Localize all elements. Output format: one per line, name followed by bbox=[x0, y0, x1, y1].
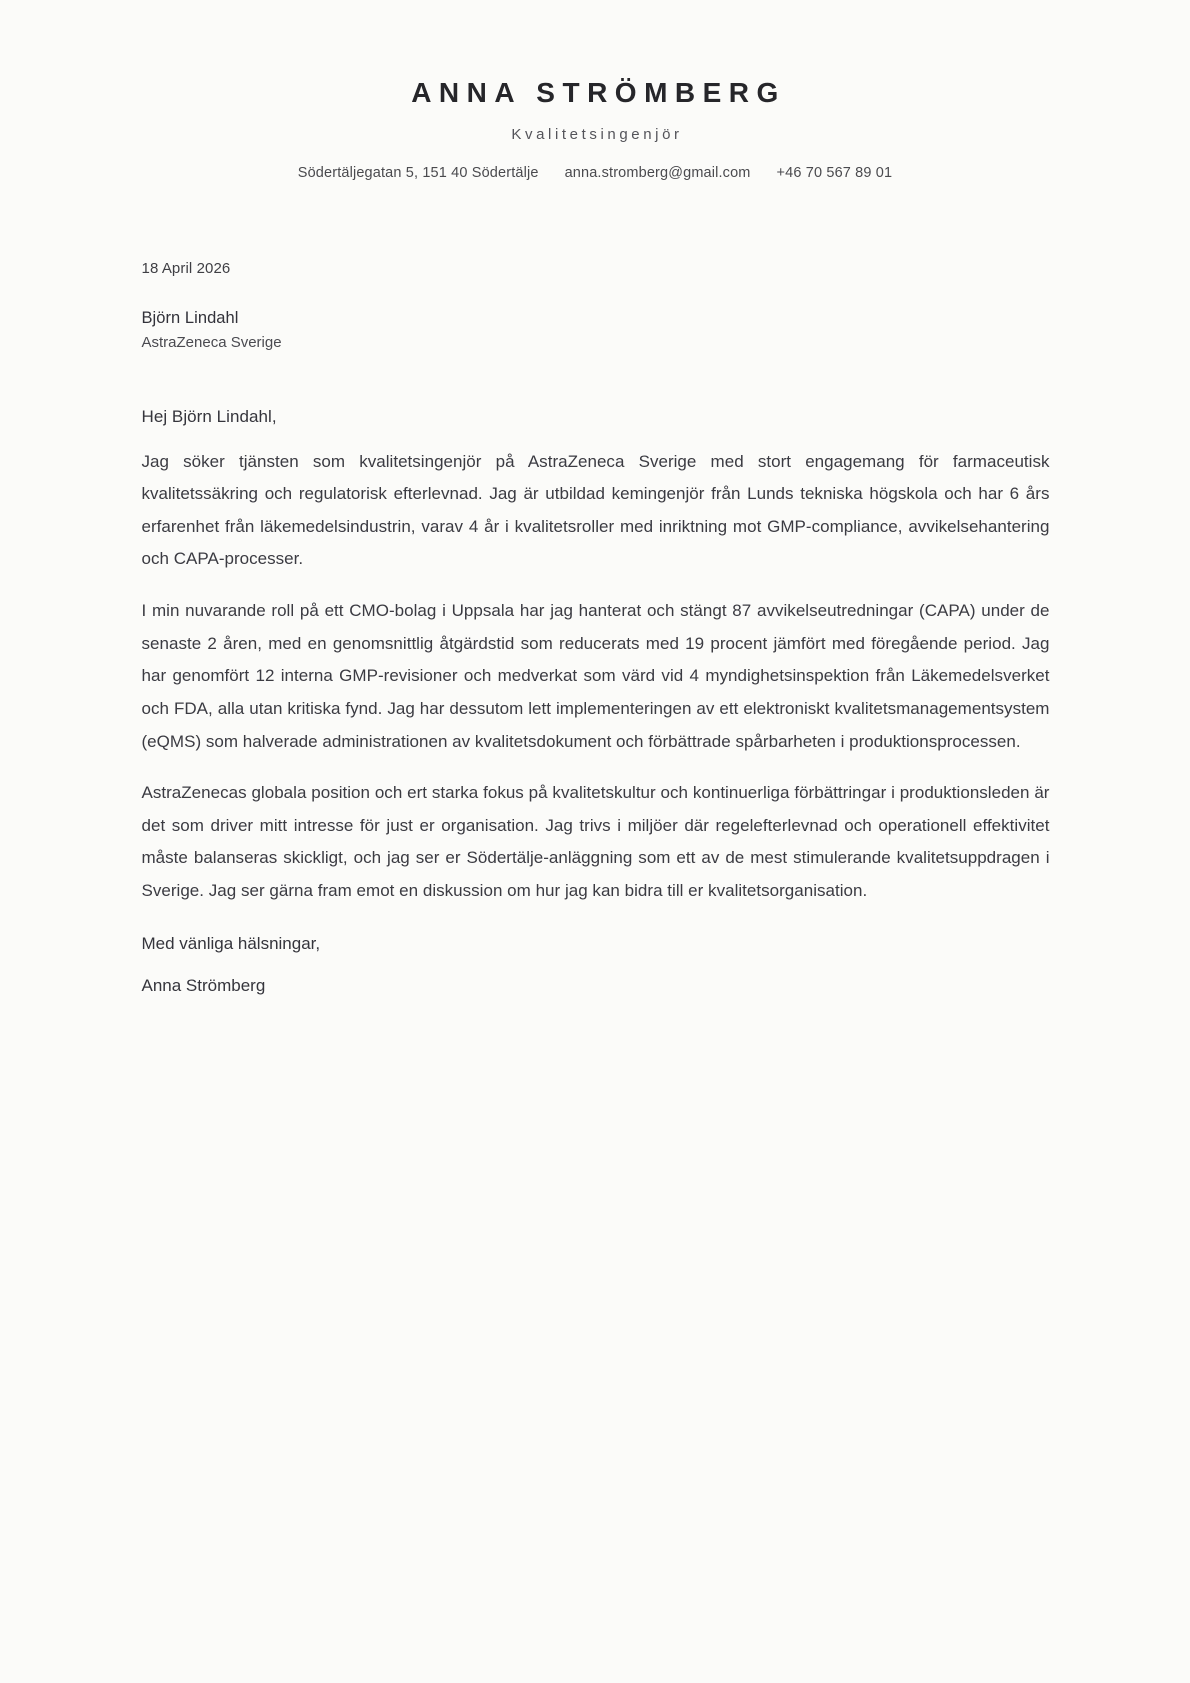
contact-phone[interactable]: +46 70 567 89 01 bbox=[776, 164, 893, 181]
candidate-job-title: Kvalitetsingenjör bbox=[511, 125, 683, 143]
salutation: Hej Björn Lindahl, bbox=[141, 406, 277, 426]
letter-body bbox=[141, 260, 1050, 996]
recipient-name: Björn Lindahl bbox=[141, 308, 239, 327]
contact-email[interactable]: anna.stromberg@gmail.com bbox=[564, 164, 751, 181]
body-paragraph-3: AstraZenecas globala position och ert starka fokus på kvalitetskultur och kontinuerliga förbättringar i produktionsleden är det som driver mitt intresse för just er organisation. Jag trivs i miljöer där regelefterlevnad och operationell effektivitet måste balanseras skickligt, och jag ser er Södertälje-anläggning som ett av de mest stimulerande kvalitetsuppdragen i Sverige. Jag ser gärna fram emot en diskussion om hur jag kan bidra till er kvalitetsorganisation. bbox=[141, 783, 1050, 901]
closing-line: Med vänliga hälsningar, bbox=[141, 933, 321, 953]
letterhead bbox=[0, 0, 1190, 181]
contact-address: Södertäljegatan 5, 151 40 Södertälje bbox=[297, 164, 539, 181]
candidate-name: ANNA STRÖMBERG bbox=[411, 77, 786, 108]
letter-date: 18 April 2026 bbox=[141, 259, 231, 277]
recipient-organization: AstraZeneca Sverige bbox=[141, 333, 282, 351]
signature-name: Anna Strömberg bbox=[141, 975, 266, 995]
body-paragraph-1: Jag söker tjänsten som kvalitetsingenjör på AstraZeneca Sverige med stort engagemang för farmaceutisk kvalitetssäkring och regulatorisk efterlevnad. Jag är utbildad kemingenjör från Lunds tekniska högskola och har 6 års erfarenhet från läkemedelsindustrin, varav 4 år i kvalitetsroller med inriktning mot GMP-compliance, avvikelsehantering och CAPA-processer. bbox=[141, 451, 1050, 569]
recipient-block bbox=[142, 305, 1050, 355]
contact-row bbox=[0, 165, 1190, 181]
body-paragraph-2: I min nuvarande roll på ett CMO-bolag i Uppsala har jag hanterat och stängt 87 avvikelseutredningar (CAPA) under de senaste 2 åren, med en genomsnittlig åtgärdstid som reducerats med 19 procent jämfört med föregående period. Jag har genomfört 12 interna GMP-revisioner och medverkat som värd vid 4 myndighetsinspektion från Läkemedelsverket och FDA, alla utan kritiska fynd. Jag har dessutom lett implementeringen av ett elektroniskt kvalitetsmanagementsystem (eQMS) som halverade administrationen av kvalitetsdokument och förbättrade spårbarheten i produktionsprocessen. bbox=[141, 601, 1050, 751]
